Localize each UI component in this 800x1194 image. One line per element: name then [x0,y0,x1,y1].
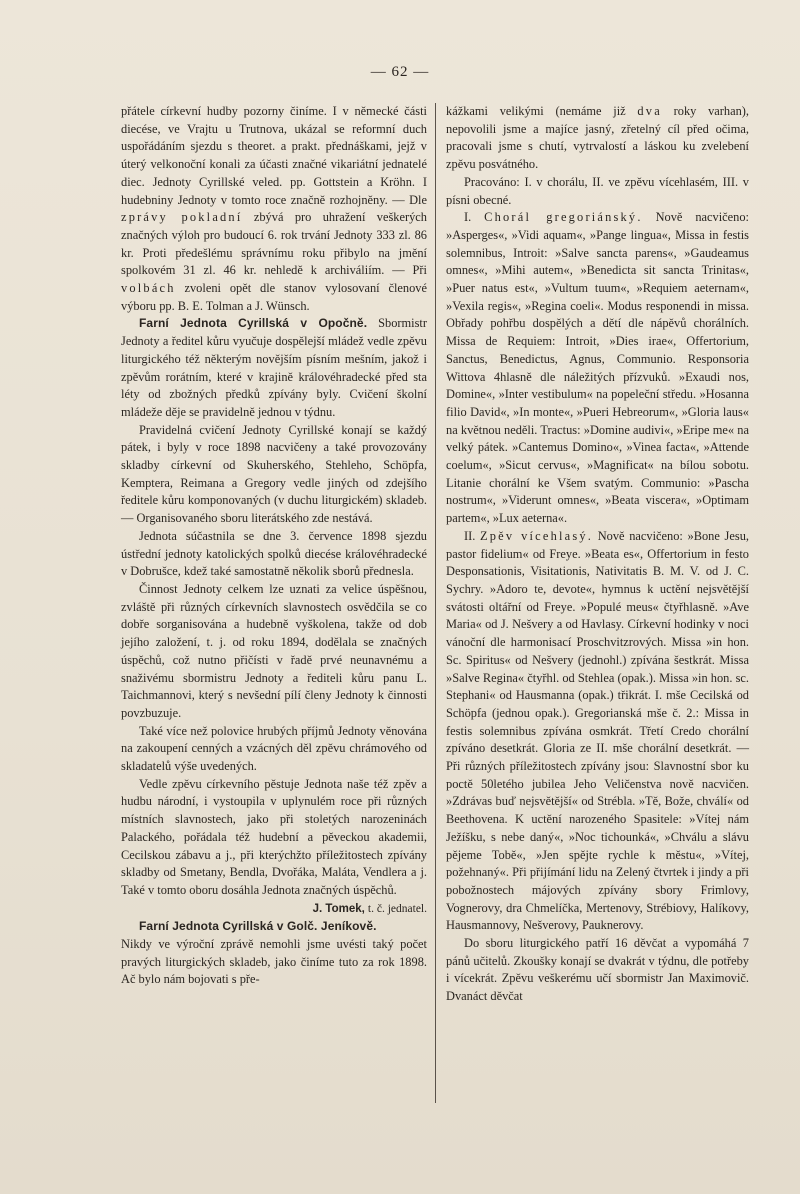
right-paragraph-5: Do sboru liturgického patří 16 děvčat a vypomáhá 7 pánů učitelů. Zkoušky konají se dvakrát v týdnu, dle potřeby i vícekrát. Zpěvu veškerému učí sbormistr Jan Maximovič. Dvanáct děvčat [446,936,749,1004]
signature-role: t. č. jednatel. [367,902,427,915]
left-paragraph-6: Také více než polovice hrubých příjmů Jednoty věnována na zakoupení cenných a vzácných děl zpěvu chrámového od skladatelů výše uvedených. [121,723,427,774]
page-number: — 62 — [370,64,430,80]
section-heading-golc: Farní Jednota Cyrillská v Golč. Jeníkově. [139,919,377,934]
signature [121,900,427,919]
section-heading-opocno: Farní Jednota Cyrillská v Opočně. [139,316,368,331]
left-paragraph-1: přátele církevní hudby pozorny činíme. I v německé části diecése, ve Vrajtu u Trutnova, ukázal se reformní duch uspořádáním sjezdu s theoret. a prakt. přednáškami, jejž v úterý velkonoční konali za účasti značné vikariátní jednatelé diec. Jednoty Cyrillské veled. pp. Gottstein a Kröhn. I hudebniny Jednoty v tomto roce značně rozhojněny. — Dle zprávy pokladní zbývá pro uhražení veškerých značných výloh pro budoucí 6. rok trvání Jednoty 333 zl. 86 kr. Proti předešlému správnímu roku přibylo na jmění spolkovém 31 zl. 46 kr. nehledě k archiváliím. — Při volbách zvoleni opět dle stanov vylosovaní členové výboru pp. B. E. Tolman a J. Wünsch. [121,104,428,313]
chant-heading: Chorál gregoriánský. [484,210,643,225]
chant-section: I. Chorál gregoriánský. Nově nacvičeno: »Asperges«, »Vidi aquam«, »Pange lingua«, Missa in festis solemnibus, Introit: »Salve sancta parens«, »Gaudeamus omnes«, »Mihi autem«, »Benedicta sit sancta Trinitas«, »Puer natus est«, »Vultum tuum«, »Requiem aeternam«, »Vexila regis«, »Regina coeli«. Modus responendi in missa. Obřady pohřbu dospělých a dětí dle nápěvů chorálních. Missa de Requiem: Introit, »Dies irae«, Offertorium, Sanctus, Benedictus, Agnus, Communio. Responsoria Wittova 4hlasně dle náležitých přízvuků. »Exaudi nos, Domine«, »Inter vestibulum« na popeleční středu. »Hosanna filio David«, »In monte«, »Pueri Hebreorum«, »Gloria laus« na květnou neděli. Tractus: »Domine audivi«, »Eripe me« na velký pátek. »Cantemus Domino«, »Vinea facta«, »Attende coelum«, »Sicut cervus«, »Magnificat« na bílou sobotu. Litanie chorální ke Všem svatým. Communio: »Pascha nostrum«, »Viderunt omnes«, »Beata viscera«, »Optimam partem«, »Lux aeterna«. [446,210,750,526]
polyphony-heading: Zpěv vícehlasý. [480,528,594,543]
left-paragraph-3: Pravidelná cvičení Jednoty Cyrillské konají se každý pátek, i byly v roce 1898 nacvičeny a také provozovány skladby církevní od Skuherského, Stehleho, Schöpfa, Kemptera, Reimana a Gregory vedle jiných od zdejšího ředitele kůru komponovaných (v duchu liturgickém) skladeb. — Organisovaného sboru literátského zde nestává. [121,422,427,526]
right-column [446,103,749,1006]
right-paragraph-1: kážkami velikými (nemáme již dva roky varhan), nepovolili jsme a majíce jasný, zřetelný cíl před očima, pracovali jsme s chutí, vytrvalostí a láskou ku zvelebení zpěvu posvátného. [446,104,749,172]
polyphony-section: II. Zpěv vícehlasý. Nově nacvičeno: »Bone Jesu, pastor fidelium« od Freye. »Beata es«, Offertorium in festo Desponsationis, Visitationis, Nativitatis B. M. V. od J. C. Sychry. »Adoro te, devote«, hymnus k uctění nejsvětější svátosti oltářní od Freye. »Populé meus« čtyřhlasně. »Ave Maria« od J. Nešvery a od Havlasy. Církevní hodinky v noci vánoční dle harmonisací Proschvitzrových. Missa »in hon. Sc. Spiritus« od Nešvery (jednohl.) zpívána šestkrát. Missa »Salve Regina« čtyřhl. od Stehlea (opak.). Missa »in hon. sc. Stephani« od Hausmanna (opak.) třikrát. I. mše Cecilská od Schöpfa (jednou opak.). Gregorianská mše č. 2.: Missa in festis solemnibus zpívána osmkrát. Třetí Credo chorální zpíváno desetkrát. Gloria ze II. mše chorální desetkrát. — Při různých příležitostech zpívány jsou: Slavnostní sbor ku poctě 50letého jubilea Jeho Veličenstva nově nacvičen. »Zdrávas buď nejsvětější« od Strébla. »Tě, Bože, chválí« od Beethovena. K uctění narozeného Spasitele: »Vítej nám Ježíšku, s nebe daný«, »Noc tichounká«, »Chválu a slávu pějeme Tobě«, »Jen spějte rychle k městu«, »Vítej, požehnaný«. Při přijímání lidu na Zelený čtvrtek i jindy a při pobožnostech májových zpívány sbory Frimlovy, Vognerovy, dra Chmelíčka, Mertenovy, Strébiovy, Halíkovy, Hausmannovy, Nešverovy, Pauknerovy. [446,528,749,933]
opocno-section: Farní Jednota Cyrillská v Opočně. Sbormistr Jednoty a ředitel kůru vyučuje dospělejší mládež vedle zpěvu liturgického též některým novějším písním mešním, jakož i zpěvům rorátním, které v krajině královéhradecké před sta léty od zbožných předků zpívány byly. Cvičení školní mládeže děje se pravidelně jednou v týdnu. [121,316,427,419]
left-paragraph-8: Nikdy ve výroční zprávě nemohli jsme uvésti taký počet pravých liturgických skladeb, jako činíme tuto za rok 1898. Ač bylo nám bojovati s pře- [121,937,427,987]
golc-heading-para [121,918,427,936]
left-column [121,103,427,989]
column-divider [435,103,436,1103]
left-paragraph-4: Jednota súčastnila se dne 3. července 1898 sjezdu ústřední jednoty katolických spolků diecése královéhradecké v Dobrušce, kdež také samostatně několik sborů přednesla. [121,528,427,579]
signature-name: J. Tomek, [312,902,365,915]
left-paragraph-5: Činnost Jednoty celkem lze uznati za velice úspěšnou, zvláště při různých církevních slavnostech osvědčila se co dobře sorganisována a hudebně vyškolena, takže od dob jejího založení, t. j. od roku 1894, dodělala se značných úspěchů, což nutno přičísti v řadě prvé neunavnému a snaživému sbormistru Jednoty a řediteli kůru panu L. Taichmannovi, který s nevšední pílí členy Jednoty k činnosti povzbuzuje. [121,581,427,720]
right-paragraph-2: Pracováno: I. v chorálu, II. ve zpěvu vícehlasém, III. v písni obecné. [446,174,749,207]
left-paragraph-7: Vedle zpěvu církevního pěstuje Jednota naše též zpěv a hudbu národní, i vystoupila v uplynulém roce při různých místních slavnostech, jako při stoletých narozeninách Palackého, pořádala též hudební a pěveckou akademii, Cecilskou zábavu a j., při kterýchžto příležitostech zpívány skladby od Smetany, Bendla, Dvořáka, Maláta, Vendlera a j. Také v tomto oboru dosáhla Jednota značných úspěchů. [121,776,427,897]
